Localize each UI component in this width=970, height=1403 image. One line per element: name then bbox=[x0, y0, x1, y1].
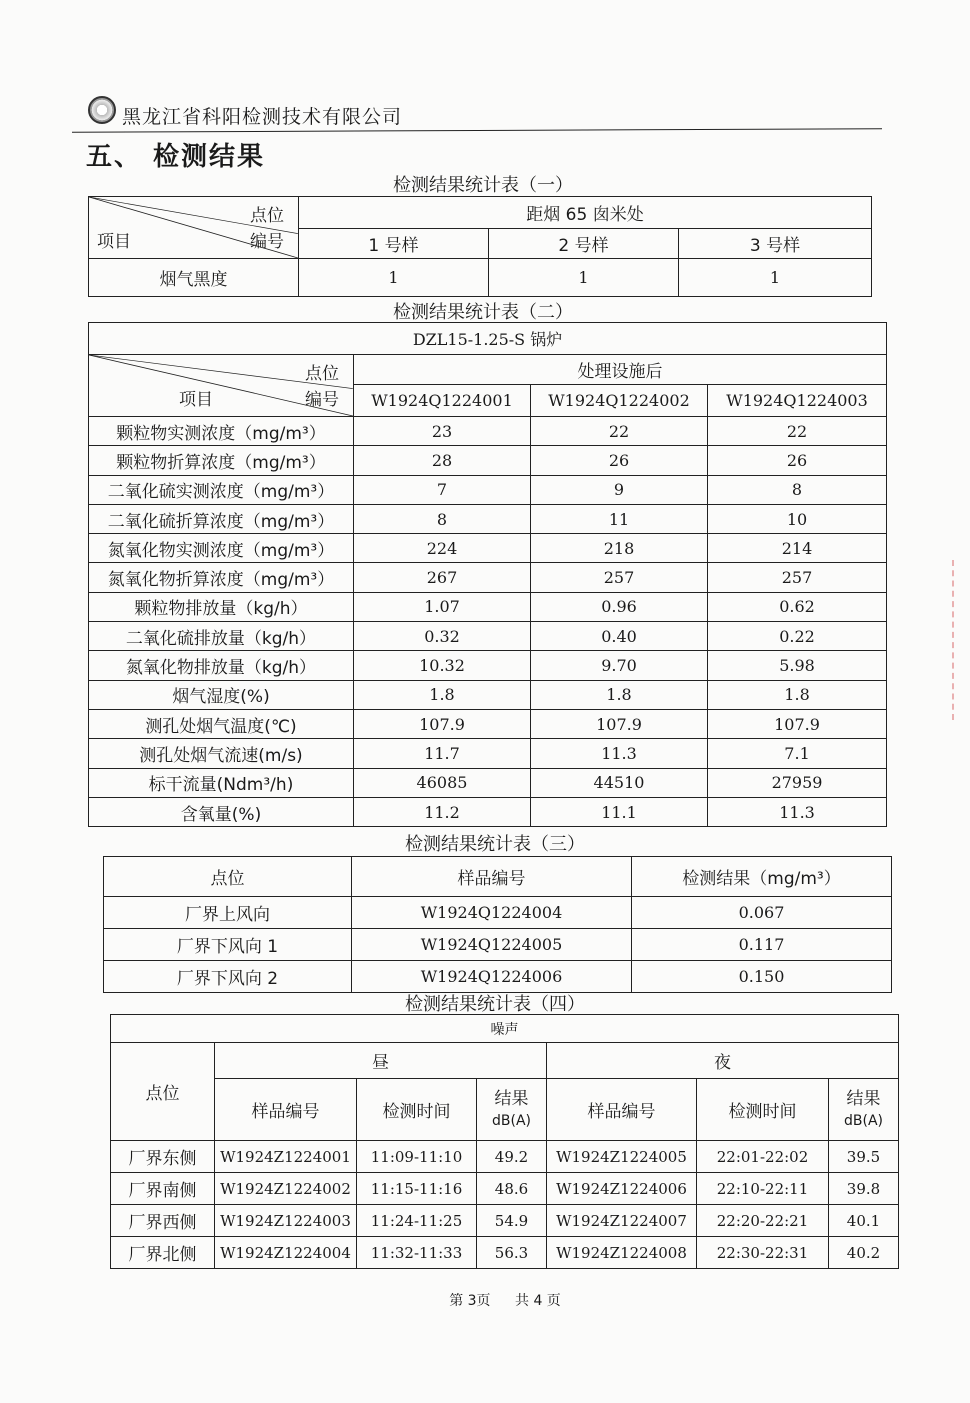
table2-row bbox=[89, 446, 887, 475]
table2-value: 11.7 bbox=[354, 739, 531, 768]
table3-header-point: 点位 bbox=[104, 857, 352, 897]
table2-value: 22 bbox=[708, 417, 887, 446]
table2-value: 214 bbox=[708, 534, 887, 563]
table2-row-label: 颗粒物实测浓度（mg/m³） bbox=[89, 417, 354, 446]
table2-value: 26 bbox=[708, 446, 887, 475]
table2-value: 26 bbox=[531, 446, 708, 475]
corner-label-code: 编号 bbox=[250, 232, 284, 252]
table3-header-result: 检测结果（mg/m³） bbox=[632, 857, 892, 897]
table4-night-sample-header: 样品编号 bbox=[547, 1079, 697, 1141]
table3-header-sample: 样品编号 bbox=[352, 857, 632, 897]
table2-value: 7.1 bbox=[708, 739, 887, 768]
table4-row bbox=[111, 1237, 899, 1269]
table2-value: 23 bbox=[354, 417, 531, 446]
table3-point: 厂界上风向 bbox=[104, 897, 352, 929]
table2-row-label: 颗粒物折算浓度（mg/m³） bbox=[89, 446, 354, 475]
table2-value: 22 bbox=[531, 417, 708, 446]
table2-value: 11.2 bbox=[354, 797, 531, 826]
table3-point: 厂界下风向 1 bbox=[104, 929, 352, 961]
table4-row bbox=[111, 1141, 899, 1173]
table2-row-label: 二氧化硫折算浓度（mg/m³） bbox=[89, 504, 354, 533]
table4-day-time: 11:15-11:16 bbox=[357, 1173, 477, 1205]
corner-label-point: 点位 bbox=[250, 206, 284, 226]
seal-stamp-edge bbox=[952, 560, 970, 720]
corner-label-point: 点位 bbox=[305, 364, 339, 384]
table1-caption: 检测结果统计表（一） bbox=[393, 175, 573, 196]
table2-value: 11.3 bbox=[708, 797, 887, 826]
table2-row-label: 测孔处烟气温度(℃) bbox=[89, 709, 354, 738]
table4-night-time: 22:30-22:31 bbox=[697, 1237, 829, 1269]
table4-night-result: 40.1 bbox=[829, 1205, 899, 1237]
table3-sample: W1924Q1224005 bbox=[352, 929, 632, 961]
table4-night-result-header bbox=[829, 1079, 899, 1141]
table4-night-time-header: 检测时间 bbox=[697, 1079, 829, 1141]
table2-sample-header: W1924Q1224002 bbox=[531, 385, 708, 417]
table4-night-time: 22:20-22:21 bbox=[697, 1205, 829, 1237]
result-header-line2: dB(A) bbox=[492, 1112, 531, 1129]
corner-label-item: 项目 bbox=[97, 232, 131, 252]
table2-row bbox=[89, 504, 887, 533]
table4-night-time: 22:01-22:02 bbox=[697, 1141, 829, 1173]
table2-row-label: 烟气湿度(%) bbox=[89, 680, 354, 709]
page-header bbox=[88, 94, 888, 130]
table2-row bbox=[89, 563, 887, 592]
table4-day-sample: W1924Z1224004 bbox=[215, 1237, 357, 1269]
table2-value: 28 bbox=[354, 446, 531, 475]
table3-caption: 检测结果统计表（三） bbox=[405, 834, 585, 855]
table2-corner-cell bbox=[89, 355, 354, 417]
table2-value: 1.8 bbox=[708, 680, 887, 709]
table2-value: 0.22 bbox=[708, 622, 887, 651]
table2-row bbox=[89, 739, 887, 768]
table4-day-header: 昼 bbox=[215, 1043, 547, 1079]
table3-sample: W1924Q1224006 bbox=[352, 961, 632, 993]
table2-value: 11.1 bbox=[531, 797, 708, 826]
table4-subtitle: 噪声 bbox=[111, 1015, 899, 1043]
table2-value: 107.9 bbox=[531, 709, 708, 738]
table4-point-header: 点位 bbox=[111, 1043, 215, 1141]
table2-row bbox=[89, 475, 887, 504]
table2-row-label: 测孔处烟气流速(m/s) bbox=[89, 739, 354, 768]
corner-label-item: 项目 bbox=[179, 390, 213, 410]
table1-sample-header: 2 号样 bbox=[489, 229, 679, 259]
table4-day-result: 49.2 bbox=[477, 1141, 547, 1173]
table3-sample: W1924Q1224004 bbox=[352, 897, 632, 929]
table4-day-sample: W1924Z1224001 bbox=[215, 1141, 357, 1173]
table2-row bbox=[89, 592, 887, 621]
table2-row-label: 氮氧化物折算浓度（mg/m³） bbox=[89, 563, 354, 592]
table3-row bbox=[104, 897, 892, 929]
table4-day-sample: W1924Z1224003 bbox=[215, 1205, 357, 1237]
table2-row bbox=[89, 797, 887, 826]
table2-value: 9 bbox=[531, 475, 708, 504]
table2-caption: 检测结果统计表（二） bbox=[393, 302, 573, 323]
table3-result: 0.067 bbox=[632, 897, 892, 929]
table1-corner-cell bbox=[89, 197, 299, 259]
table2-sample-header: W1924Q1224001 bbox=[354, 385, 531, 417]
table2-value: 0.40 bbox=[531, 622, 708, 651]
table2-equipment: DZL15-1.25-S 锅炉 bbox=[89, 323, 887, 355]
table4-night-header: 夜 bbox=[547, 1043, 899, 1079]
table2-value: 10 bbox=[708, 504, 887, 533]
table2-row bbox=[89, 768, 887, 797]
table3-body bbox=[104, 897, 892, 993]
table3-row bbox=[104, 929, 892, 961]
table2-value: 224 bbox=[354, 534, 531, 563]
table2-value: 257 bbox=[708, 563, 887, 592]
table4-point: 厂界南侧 bbox=[111, 1173, 215, 1205]
table1-value: 1 bbox=[489, 259, 679, 297]
table2-row-label: 氮氧化物实测浓度（mg/m³） bbox=[89, 534, 354, 563]
table3-row bbox=[104, 961, 892, 993]
table4-point: 厂界西侧 bbox=[111, 1205, 215, 1237]
table1-value: 1 bbox=[679, 259, 872, 297]
table4-day-time: 11:24-11:25 bbox=[357, 1205, 477, 1237]
table2-row-label: 颗粒物排放量（kg/h） bbox=[89, 592, 354, 621]
table1-location: 距烟 65 囱米处 bbox=[299, 197, 872, 229]
table2-value: 0.32 bbox=[354, 622, 531, 651]
table1-sample-header: 3 号样 bbox=[679, 229, 872, 259]
company-name: 黑龙江省科阳检测技术有限公司 bbox=[122, 106, 403, 128]
table4-day-time-header: 检测时间 bbox=[357, 1079, 477, 1141]
table1-sample-header: 1 号样 bbox=[299, 229, 489, 259]
table2-row bbox=[89, 417, 887, 446]
table4-night-result: 39.8 bbox=[829, 1173, 899, 1205]
table2-location: 处理设施后 bbox=[354, 355, 887, 385]
table2-value: 10.32 bbox=[354, 651, 531, 680]
table4-night-sample: W1924Z1224005 bbox=[547, 1141, 697, 1173]
table4-caption: 检测结果统计表（四） bbox=[405, 994, 585, 1015]
table2-value: 107.9 bbox=[708, 709, 887, 738]
table2-value: 27959 bbox=[708, 768, 887, 797]
table2-value: 0.96 bbox=[531, 592, 708, 621]
table2-row bbox=[89, 709, 887, 738]
section-title: 五、 检测结果 bbox=[86, 142, 266, 172]
table4-day-time: 11:32-11:33 bbox=[357, 1237, 477, 1269]
page-number: 第 3页 bbox=[449, 1293, 491, 1309]
corner-label-code: 编号 bbox=[305, 390, 339, 410]
table4-point: 厂界北侧 bbox=[111, 1237, 215, 1269]
table4-night-sample: W1924Z1224008 bbox=[547, 1237, 697, 1269]
table2-value: 1.8 bbox=[354, 680, 531, 709]
table2-sample-header: W1924Q1224003 bbox=[708, 385, 887, 417]
table3-point: 厂界下风向 2 bbox=[104, 961, 352, 993]
table2 bbox=[88, 322, 887, 827]
table2-value: 0.62 bbox=[708, 592, 887, 621]
page-footer bbox=[0, 1290, 970, 1310]
table2-value: 218 bbox=[531, 534, 708, 563]
table2-value: 1.8 bbox=[531, 680, 708, 709]
table4-day-time: 11:09-11:10 bbox=[357, 1141, 477, 1173]
table3-result: 0.117 bbox=[632, 929, 892, 961]
result-header-line1: 结果 bbox=[494, 1088, 529, 1109]
table2-row-label: 二氧化硫排放量（kg/h） bbox=[89, 622, 354, 651]
result-header-line1: 结果 bbox=[846, 1088, 881, 1109]
table1-row-label: 烟气黑度 bbox=[89, 259, 299, 297]
table4-day-result: 56.3 bbox=[477, 1237, 547, 1269]
table2-value: 46085 bbox=[354, 768, 531, 797]
table1-value: 1 bbox=[299, 259, 489, 297]
table2-row-label: 标干流量(Ndm³/h) bbox=[89, 768, 354, 797]
table3 bbox=[103, 856, 892, 993]
table2-row bbox=[89, 622, 887, 651]
table4-day-sample: W1924Z1224002 bbox=[215, 1173, 357, 1205]
table2-value: 8 bbox=[354, 504, 531, 533]
table4-row bbox=[111, 1205, 899, 1237]
table2-value: 107.9 bbox=[354, 709, 531, 738]
table2-value: 5.98 bbox=[708, 651, 887, 680]
table2-value: 7 bbox=[354, 475, 531, 504]
table2-row-label: 含氧量(%) bbox=[89, 797, 354, 826]
table2-value: 44510 bbox=[531, 768, 708, 797]
table2-row bbox=[89, 680, 887, 709]
table4-night-sample: W1924Z1224006 bbox=[547, 1173, 697, 1205]
table2-value: 8 bbox=[708, 475, 887, 504]
table4-night-sample: W1924Z1224007 bbox=[547, 1205, 697, 1237]
table4-night-result: 40.2 bbox=[829, 1237, 899, 1269]
table4-row bbox=[111, 1173, 899, 1205]
table2-value: 11 bbox=[531, 504, 708, 533]
page-total: 共 4 页 bbox=[515, 1293, 561, 1309]
table4-day-result: 48.6 bbox=[477, 1173, 547, 1205]
table2-body bbox=[89, 417, 887, 827]
table2-value: 11.3 bbox=[531, 739, 708, 768]
table4 bbox=[110, 1014, 899, 1269]
table2-value: 1.07 bbox=[354, 592, 531, 621]
table2-row-label: 氮氧化物排放量（kg/h） bbox=[89, 651, 354, 680]
table2-value: 267 bbox=[354, 563, 531, 592]
table2-row-label: 二氧化硫实测浓度（mg/m³） bbox=[89, 475, 354, 504]
table1 bbox=[88, 196, 872, 297]
table4-night-time: 22:10-22:11 bbox=[697, 1173, 829, 1205]
table4-point: 厂界东侧 bbox=[111, 1141, 215, 1173]
table4-night-result: 39.5 bbox=[829, 1141, 899, 1173]
table4-day-sample-header: 样品编号 bbox=[215, 1079, 357, 1141]
table4-day-result: 54.9 bbox=[477, 1205, 547, 1237]
table2-row bbox=[89, 651, 887, 680]
result-header-line2: dB(A) bbox=[844, 1112, 883, 1129]
table4-body bbox=[111, 1141, 899, 1269]
table3-result: 0.150 bbox=[632, 961, 892, 993]
table2-value: 9.70 bbox=[531, 651, 708, 680]
company-logo-icon bbox=[88, 96, 116, 124]
table2-value: 257 bbox=[531, 563, 708, 592]
table4-day-result-header bbox=[477, 1079, 547, 1141]
table2-row bbox=[89, 534, 887, 563]
